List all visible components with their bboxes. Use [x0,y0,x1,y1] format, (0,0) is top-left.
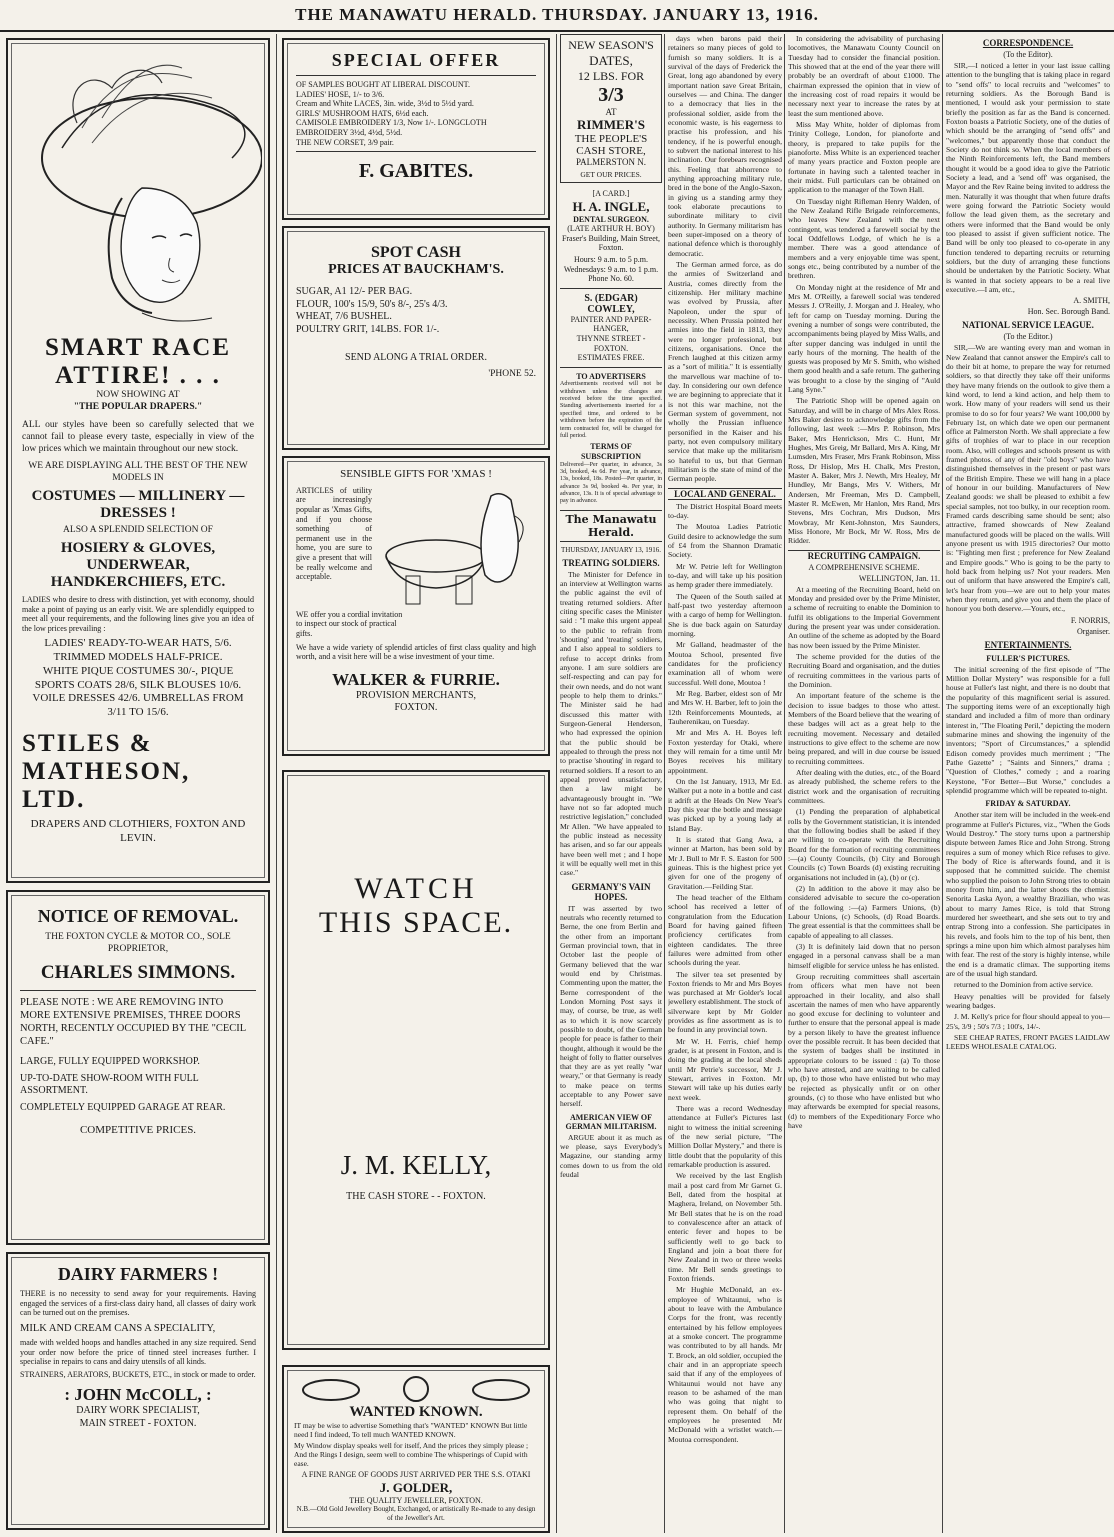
advertisers-title: TO ADVERTISERS [576,371,646,381]
recruiting-para: (2) In addition to the above it may also be considered advisable to secure the co-operation of the following :—(a) Farmers Unions, (b) Labour Unions, (c) Schools, (d) Road Boards. The great essential is that the committees shall be capable of appealing to all classes. [788,883,940,940]
smart-intro: ALL our styles have been so carefully selected that we cannot fail to please every taste, especially in view of the low prices which we maintain throughout our new stock. [22,419,254,454]
local-item: The Queen of the South sailed at half-past two yesterday afternoon with a cargo of hemp for Wellington. She is due back again on Saturday morning. [668,591,782,639]
spot-cash-ad [282,226,550,450]
dairy-name: : JOHN McCOLL, : [64,1385,212,1405]
fullers-head: FULLER'S PICTURES. [986,653,1070,663]
stiles-2: MATHESON, LTD. [22,757,191,813]
dates-l7: THE PEOPLE'S [574,133,648,145]
kelly-name: J. M. KELLY, [340,1150,492,1180]
wanted-title: WANTED KNOWN. [349,1404,483,1420]
spot-title: SPOT CASH [371,244,461,261]
gifts-title: SENSIBLE GIFTS FOR 'XMAS ! [340,468,492,480]
recruiting-para: Group recruiting committees shall ascertain from officers what men have not been approached in their locality, and also shall ascertain the names of men who have apparently no good excuse for declining to volunteer and further to ensure that the personal appeal is made by a person likely to have the greatest influence over the possible recruit. It has been decided that the system of badges shall be instituted in appropriate colours to be issued : (a) To those who have attested, and are waiting to be called up, (b) to those who have enlisted but who may be rejected as physically unfit or on other grounds, (c) to those who have enlisted but who may afterwards be exempted for special reasons, (d) to members of the Expeditionary Force who have [788,971,940,1131]
price-line-4: VOILE DRESSES 42/6. UMBRELLAS FROM 3/11 TO 15/6. [32,692,244,719]
cowley-trade: PAINTER AND PAPER-HANGER, [570,314,652,334]
removal-p3: COMPLETELY EQUIPPED GARAGE AT REAR. [20,1101,226,1113]
walker-furrie: WALKER & FURRIE. [332,669,500,689]
wanted-ad [282,1365,550,1533]
to-editor: (To the Editor.) [1003,332,1053,342]
american-view-head: AMERICAN VIEW OF GERMAN MILITARISM. [565,1112,657,1131]
treating-soldiers-body: The Minister for Defence in an interview at Wellington warns the public against the evil of treating returned soldiers. After citing specific cases the Minister said : "I make this urgent appeal to the public to refrain from 'shouting' and 'treating' soldiers, and I also appeal to soldiers to refuse to accept drinks from anyone. I am sure soldiers are self-respecting and can pay for their own needs, and do not want people to help them to drinks." The Minister said he had discussed this matter with Surgeon-General Henderson, who had expressed the opinion that the public should be appealed to through the press not to practise 'shouting' in regard to returned soldiers. If a resort to an appeal proved unsatisfactory, then a law might be advantageously brought in. "We have not so far adopted much restrictive legislation," concluded Mr Allen. "We have appealed to the public instead as necessity has arisen, and so far our appeals have been well met ; and I hope it will be equally well met in this case." [560,569,662,878]
kelly-store: THE CASH STORE - - FOXTON. [346,1191,486,1202]
local-item: We received by the last English mail a post card from Mr Garnet G. Bell, dated from the hospital at Maghera, Ireland, on November 5th. Mr Bell states that he is on the road to convalescence after an attack of enteric fever and hopes to be sufficiently well to go back to England and join a boat there for New Zealand in two or three weeks time. Mr Bell sends greetings to Foxton friends. [668,1171,782,1283]
dates-l6: RIMMER'S [577,117,645,132]
special-l2: LADIES' HOSE, 1/- to 3/6. [296,89,385,99]
spot-phone: 'PHONE 52. [488,368,536,379]
dates-l10: GET OUR PRICES. [580,170,642,179]
kelly-flour: J. M. Kelly's price for flour should appeal to you—25's, 3/9 ; 50's 7/3 ; 100's, 14/-. [946,1012,1110,1031]
local-item: Mr Galland, headmaster of the Moutoa School, presented five candidates for the proficiency examination all of whom were successful. Well done, Moutoa ! [668,640,782,687]
removal-title: NOTICE OF REMOVAL. [37,906,239,926]
dairy-intro: THERE is no necessity to send away for your requirements. Having engaged the services of a first-class dairy hand, all classes of dairy work can be turned out on the premises. [20,1289,256,1318]
wanted-range: A FINE RANGE OF GOODS JUST ARRIVED PER THE S.S. OTAKI [301,1470,531,1479]
local-item: Mr and Mrs A. H. Boyes left Foxton yesterday for Otaki, where they will remain for a time until Mr Boyes receives his military appointment. [668,728,782,775]
walker-sub: PROVISION MERCHANTS, [355,689,476,701]
dates-l3: 12 LBS. FOR [577,69,645,83]
golder-nb: N.B.—Old Gold Jewellery Bought, Exchanged, or artistically Re-made to any design of the Jeweller's Art. [296,1505,536,1522]
column-3 [560,34,662,1533]
price-line-3: WHITE PIQUE COSTUMES 30/-, PIQUE SPORTS COATS 28/6, SILK BLOUSES 10/6. [34,664,242,691]
spot-i3: WHEAT, 7/6 BUSHEL. [296,311,392,322]
watch-ad [282,770,550,1350]
column-rule [784,34,785,1533]
local-item: The Moutoa Ladies Patriotic Guild desire to acknowledge the sum of £4 from the Shannon Dramatic Society. [668,522,782,560]
price-line-2: TRIMMED MODELS HALF-PRICE. [53,651,223,664]
gifts-ad [282,456,550,756]
golder-sub: THE QUALITY JEWELLER, FOXTON. [349,1495,483,1505]
column-rule [556,34,557,1533]
militarism-p2: The German armed force, as do the armies of Switzerland and Austria, comes directly from the citizenship. Her military machine was evolved by Prussia, after Napoleon, under the spur of necessity. When Prussia pointed her armies into the field in 1813, they were no longer professional, but citizens, organisations. Once the French laughed at this citizen army as a "sort of militia." It is essentially the marvellous war machine of to-day. In considering our own defence we are beginning to appreciate that it is not this war machine, not the German system of government, not wholly the Prussian influence personified in the Kaiser and his party, not even compulsory military service that make up the militarism so hateful to us, but that German militarism is the state of mind of the German people. [668,259,782,484]
removal-ad [6,890,270,1245]
local-item: On the 1st January, 1913, Mr Ed. Walker put a note in a bottle and cast it adrift at the Heads On New Year's Day this year the bottle and message was picked up by a young lady at Island Bay. [668,776,782,833]
dairy-specialist: DAIRY WORK SPECIALIST, [76,1405,200,1417]
stiles-1: STILES & [22,729,153,757]
recruiting-continued: returned to the Dominion from active service. [954,980,1093,990]
special-l4: GIRLS' MUSHROOM HATS, 6½d each. [296,108,429,118]
local-item: Mr Reg. Barber, eldest son of Mr and Mrs W. H. Barber, left to join the 12th Reinforcements Mounteds, at Tauherenikau, on Tuesday. [668,688,782,726]
recruiting-para: After dealing with the duties, etc., of the Board as already published, the scheme refers to the district work and the organisation of recruiting committees. [788,767,940,805]
recruiting-subhead: A COMPREHENSIVE SCHEME. [808,562,920,572]
dates-l2: DATES, [589,53,633,68]
watch-l1: WATCH [354,872,478,905]
card-hours: Hours: 9 a.m. to 5 p.m. Wednesdays: 9 a.m. to 1 p.m. [563,254,659,274]
smart-title-1: SMART RACE [44,334,232,361]
hosiery: HOSIERY & GLOVES, UNDERWEAR, HANDKERCHIEFS, ETC. [50,540,226,590]
spot-i4: POULTRY GRIT, 14LBS. FOR 1/-. [296,323,440,335]
local-item: The District Hospital Board meets to-day. [668,501,782,521]
dairy-ad [6,1252,270,1530]
card-phone: Phone No. 60. [588,274,634,284]
recruiting-dateline: WELLINGTON, Jan. 11. [858,573,940,583]
special-offer-ad [282,38,550,220]
smart-title-2: ATTIRE! . . . [55,362,221,389]
dairy-milk: MILK AND CREAM CANS A SPECIALITY, [20,1322,216,1334]
popular-drapers: "THE POPULAR DRAPERS." [73,401,203,412]
cowley-street: THYNNE STREET - FOXTON. [576,333,646,353]
to-editor: (To the Editor). [1003,50,1053,59]
letter-band: SIR,—I noticed a letter in your last issue calling attention to the bungling that is taking place in regard to "send offs" to local recruits and "welcomes" to returning soldiers. As the Borough Band is mentioned, I would ask your permission to state briefly the position as far as the Band is concerned. Foxton boasts a Patriotic Society, one of the duties of which should be the arranging of "send offs" and "welcomes," but apparently those that conduct the Society do not think so. When the local members of the Ninth Reinforcements left, the Band members thought it would be a good idea to give the Patriotic Society a lead, and a 'send off' was organised, the Mayor and the Rev Raine being invited to address the men. Naturally it was thought that when future drafts were going forward the Patriotic Society would follow the lead given them, as the secretary and others were informed that the Band would be only too pleased to assist if given sufficient notice. The Band will be only too pleased to co-operate in any function tendered to departing recruits or returning soldiers, but the duty of arranging these functions should be undertaken by the Patriotic Society. What is wanted in that society appears to be a real live executive.—I am, etc., [946,61,1110,294]
removal-p4: COMPETITIVE PRICES. [79,1124,197,1137]
local-item: It is stated that Gang Awa, a winner at Marton, has been sold by Mr J. Bull to Mr F. S. Easton for 500 guineas. This is the highest price yet given for one of the progeny of Gravitation.—Feilding Star. [668,834,782,891]
column-rule [664,34,665,1533]
dairy-strainers: STRAINERS, AERATORS, BUCKETS, ETC., in stock or made to order. [20,1369,256,1379]
fullers-weekend: Another star item will be included in the week-end programme at Fuller's Pictures, viz., "When the Gods Would Destroy." The story turns upon a partnership dispute between James Rice and John Strong. Strong requires a sum of money which Rice refuses to give. The body of Rice is afterwards found, and it is supposed that he committed suicide. The chemist who supplied the poison to John Strong tries to obtain money from him, and the latter shoots the chemist. Senorita Laska Ayon, a wealthy Brazilian, who was about to marry James Rice, is told that Strong murdered her sweetheart, and she sets out to try and entrap Strong into a confession. She participates in his revels, and fools him to the top of his bent, then springs a mine upon him which almost paralyses him with fear. The rest of the story is highly intense, while the end is a dramatic climax. The supporting items are of the usual high standard. [946,810,1110,978]
recruiting-para: (3) It is definitely laid down that no person engaged in a personal canvass shall be a man himself eligible for service unless he has enlisted. [788,941,940,970]
column-rule [276,34,277,1533]
local-item: Mr W. H. Ferris, chief hemp grader, is at present in Foxton, and is doing the grading at the local sheds until Mr Petrie's successor, Mr J. Stewart, arrives in Foxton. Mr Stewart will take up his duties early next week. [668,1036,782,1102]
recruiting-continued: Heavy penalties will be provided for falsely wearing badges. [946,991,1110,1010]
golder-name: J. GOLDER, [379,1479,453,1495]
removal-p2: UP-TO-DATE SHOW-ROOM WITH FULL ASSORTMENT. [20,1072,199,1097]
smart-race-ad [6,38,270,883]
cowley-ad [560,293,662,363]
news-item: In considering the advisability of purchasing locomotives, the Manawatu County Council on Tuesday had to consider the financial position. This showed that at the end of the year there will probably be an overdraft of about £1000. The chairman expressed the opinion that in view of the increasing cost of road repairs it would be necessary next year to increase the rates by at least the sum mentioned above. [788,34,940,118]
germany-body: IT was asserted by two neutrals who recently returned to Berne, the one from Berlin and the other from an important German provincial town, that in October last the people of Germany believed that the war would end by Christmas. Commenting upon the matter, the Berne correspondent of the London Morning Post says it may, of course, be true, as well as to which it is now scarcely possible to doubt, of the German people for peace is father to their thought, although it would be the height of folly to flatter ourselves that they are as yet really "war weary," or that Germany is ready to make peace on terms acceptable to any Power save herself. [560,903,662,1109]
local-item: The silver tea set presented by Foxton friends to Mr and Mrs Boyes was purchased at Mr Golder's local jewellery establishment. The stock of silverware kept by Mr Golder provides as fine assortment as is to be found in any provincial town. [668,969,782,1035]
cheap-rates: SEE CHEAP RATES, FRONT PAGES LAIDLAW LEEDS WHOLESALE CATALOG. [946,1032,1110,1052]
subscription-text: Delivered—Per quarter, in advance, 3s 3d, booked, 4s 6d. Per year, in advance, 13s, booked, 18s. Posted—Per quarter, in advance 3s 9d, booked 4s. Per year, in advance, 13s. It is of special advantage to pay in advance. [560,461,662,505]
splendid: ALSO A SPLENDID SELECTION OF [63,525,213,536]
price-line-1: LADIES' READY-TO-WEAR HATS, 5/6. [44,637,232,650]
news-item: Miss May White, holder of diplomas from Trinity College, London, for pianoforte and theory, is prepared to take pupils for the pianoforte. Miss White is an experienced teacher of many years practice and Foxton people are fortunate in having such a talented teacher in their midst. Full particulars can be obtained on application to the manager of the Town Hall. [788,119,940,195]
gabites: F. GABITES. [358,160,474,183]
news-item: On Monday night at the residence of Mr and Mrs M. O'Reilly, a farewell social was tendered Messrs J. O'Reilly, J. Morgan and J. Healey, who left for camp on Tuesday morning. During the evening a number of songs were contributed, the accompaniments being played by Miss Walls, and after supper dancing was indulged in until the early hours of the morning. The health of the guests was proposed by Mr S. Smith, who wished them good health and a safe return. The gathering was brought to a close by the singing of "Auld Lang Syne." [788,282,940,395]
special-l1: OF SAMPLES BOUGHT AT LIBERAL DISCOUNT. [296,80,470,89]
ladies-desire: LADIES who desire to dress with distinction, yet with economy, should make a point of paying us an early visit. We are splendidly equipped to meet all your requirements, and the following lines give you an idea of the low prices prevailing : [22,595,254,633]
issue-date: THURSDAY, JANUARY 13, 1916. [560,545,662,554]
cowley-name: S. (EDGAR) COWLEY, [584,292,638,315]
signature-title: Organiser. [1077,626,1110,636]
friday-saturday-head: FRIDAY & SATURDAY. [985,799,1071,809]
removal-p1: LARGE, FULLY EQUIPPED WORKSHOP. [20,1056,200,1068]
letter-nsl: SIR,—We are wanting every man and woman in New Zealand that cannot answer the Empire's call to do their bit at home, to prepare the way for returned soldiers, so that directly they take off their uniforms they have many friends on the outlook to give them a kind word, to lend a kind action, and help them to work. How many of your readers will send us their promise to do so for four years? We want 100,000 by February 1st, on which date we open our permanent office at Palmerston North. We shall appreciate a few gifts of trophies of war to place in our reception room. Also, will colleges and schools present us with framed photos. of any of their "old boys" who have distinguished themselves in the present or past wars of the British Empire. These we will hang in a place of honour in our building. Manufacturers of New Zealand goods: we shall be pleased to exhibit a few special samples, not too bulky, in our reception room. Framed cards describing same should be sent; also attractive, framed showcards of New Zealand manufactured goods will be placed on the walls. Will anyone present us with 1915 directories? Our motto is: "Fighting men first ; preference for New Zealand and Empire goods." Who is going to be the party to hold back from helping us? Not your readers. Men out of uniform that have answered the Empire's call, let's hear from you—we are out to help your mates when they return, and give you and them the place of honour you both deserve.—Yours, etc., [946,343,1110,614]
local-item: Mr Hughie McDonald, an ex-employee of Whitaunui, who is about to leave with the Ambulance Corps for the front, was recently entertained by his fellow employees at a smoke concert. The programme was contributed to by all hands. Mr T. Brock, an old soldier, occupied the chair and in an appropriate speech said that if any of the employees of Whitaunui would not have any reason to be ashamed of the man who was going that night to represent them. On behalf of the employees he presented Mr McDonald with a wristlet watch.—Moutoa correspondent. [668,1285,782,1444]
militarism-p1: days when barons paid their retainers so many pieces of gold to furnish so many soldiers. It is a survival of the days of Frederick the Great, long ago abandoned by every important nation save Great Britain, ourselves — and China. The danger to a democracy that lies in the professional soldier, aside from the economic waste, is his eagerness to practise his profession, and his tendency, if he is powerful enough, to subvert the national interest to his inclination. Our forebears recognised this. Feeling that abhorrence to anything approaching military rule, bred in the bone of the Anglo-Saxon, in giving us a standing army they took elaborate precautions to subordinate military to civil authority. In Germany militarism has been super-imposed on a theory of national defence which is thoroughly democratic. [668,34,782,258]
gifts-text1: ARTICLES of utility are increasingly popular as 'Xmas Gifts, and if you choose something of permanent use in the home, you are sure to give a present that will be really welcome and acceptable. [296,485,372,582]
wash-set-illustration [376,486,536,606]
hat-woman-illustration [22,48,262,328]
special-title: SPECIAL OFFER [331,50,501,70]
ingle-card [560,189,662,284]
herald-banner: The Manawatu Herald. [560,510,662,542]
cowley-est: ESTIMATES FREE. [577,353,645,363]
correspondence-head: CORRESPONDENCE. [982,38,1074,48]
costumes: COSTUMES — MILLINERY — DRESSES ! [31,488,245,522]
gifts-text2: WE offer you a cordial invitation to inspect our stock of practical gifts. [296,609,403,638]
removal-please: PLEASE NOTE : WE ARE REMOVING INTO MORE EXTENSIVE PREMISES, THREE DOORS NORTH, RECENTLY OCCUPIED BY THE "CECIL CAFE." [20,996,246,1048]
now-showing: NOW SHOWING AT [96,390,180,400]
special-l3: Cream and White LACES, 3in. wide, 3½d to 5½d yard. [296,99,474,109]
local-general-head: LOCAL AND GENERAL. [668,488,782,500]
fullers-body: The initial screening of the first episode of "The Million Dollar Mystery" was responsible for a full house at Fuller's last night, and there is no doubt that the popularity of this magnificent serial is assured. The supporting items were of an exceptionally high standard and included a film of more than ordinary interest in, "The Floating Peril," depicting the modern submarine mines and showing the ingenuity of the inventors; "Sport of Circumstances," a splendid Edison comedy provides much merriment ; "The Pathe Gazette" ; "Saints and Sinners," drama ; "Question of Clothes," comedy ; and a roaring Keystone, "For Better—But Worse," concludes a splendid programme which will be repeated to-night. [946,664,1110,795]
stiles-sub: DRAPERS AND CLOTHIERS, FOXTON AND LEVIN. [30,817,246,844]
spot-i2: FLOUR, 100's 15/9, 50's 8/-, 25's 4/3. [296,298,448,310]
news-item: The Patriotic Shop will be opened again on Saturday, and will be in charge of Mrs Alex Ross. Mrs Baker desires to acknowledge gifts from the following, last week :—Mrs P. Robinson, Mrs Baker, Mrs Henrickson, Mrs C. Hunt, Mr Hughes, Mrs Greig, Mr Ballard, Mrs A. King, Mr Lumsden, Mrs Fraser, Mrs Frank Robinson, Miss Ross, Dr Hislop, Mrs H. Chalk, Mrs Preston, Master A. Baker, Mrs J. Newth, Mrs Healey, Mr Hundley, Mr Bangs, Mrs V. Withers, Mr Andersen, Mr Freeman, Mrs D. Campbell, Master R. McEwen, Mr Hanlon, Mrs Rand, Mrs Stevens, Mrs Cochran, Mrs Dudson, Mrs Mowbray, Mr Kent-Johnston, Mrs Saunders, Miss Honore, Mr Bock, Mr W. Ross, Mrs de Ridder. [788,396,940,546]
local-item: There was a record Wednesday attendance at Fuller's Pictures last night to witness the initial screening of the new serial picture, "The Million Dollar Mystery," and there is little doubt that the popularity of this remarkable production is assured. [668,1104,782,1170]
column-rule [942,34,943,1533]
card-name: H. A. INGLE, [572,198,650,214]
treating-soldiers-head: TREATING SOLDIERS. [562,557,660,568]
masthead: THE MANAWATU HERALD. THURSDAY. JANUARY 13, 1916. [0,0,1114,32]
wanted-verse2: My Window display speaks well for itself, And the prices they simply please ; And the Rings I design, seem well to combine The whisperings of Cupid with ease. [294,1441,529,1468]
news-item: On Tuesday night Rifleman Henry Walden, of the New Zealand Rifle Brigade reinforcements, who leaves New Zealand with the next contingent, was tendered a farewell social by the local Oddfellows Lodge, of which he is a member. There was a good attendance of members and a very enjoyable time was spent, songs etc., being contributed by a number of the brethren. [788,196,940,281]
dates-l8: CASH STORE, [576,145,646,157]
signature-title: Hon. Sec. Borough Band. [1027,307,1110,317]
dates-ad [560,34,662,183]
recruiting-head: RECRUITING CAMPAIGN. [788,550,940,561]
recruiting-para: (1) Pending the preparation of alphabetical rolls by the Government statistician, it is intended that the following bodies shall be asked if they are willing to co-operate with the Recruiting Board for the formation of recruiting committees :—(a) County Councils, (b) City and Borough Councils (c) Town Boards (d) existing recruiting organisations not included in (a), (b) or (c). [788,807,940,882]
dates-l9: PALMERSTON N. [575,157,647,167]
subscription-title: TERMS OF SUBSCRIPTION [580,442,641,461]
american-view-body: ARGUE about it as much as we please, says Everybody's Magazine, our standing army comes down to us from the old feudal [560,1132,662,1180]
local-item: Mr W. Petrie left for Wellington to-day, and will take up his position as hemp grader there immediately. [668,561,782,590]
walker-town: FOXTON. [394,702,438,714]
germany-head: GERMANY'S VAIN HOPES. [571,881,651,902]
wanted-verse1: IT may be wise to advertise Something that's "WANTED" KNOWN But little need I find indeed, To tell much WANTED KNOWN. [294,1421,528,1439]
dates-l5: AT [605,107,617,117]
special-l5: CAMISOLE EMBROIDERY 1/3, Now 1/-. LONGCLOTH EMBROIDERY 3½d, 4½d, 5½d. [296,118,487,137]
recruiting-para: An important feature of the scheme is the decision to issue badges to those who attest. Members of the Board believe that the wearing of these badges will act as a great help to the recruiting movement. Necessary and detailed instructions to give effect to the scheme are now being prepared, and will in due course be issued to recruiting committees. [788,691,940,766]
removal-name: CHARLES SIMMONS. [40,961,236,983]
dates-l1: NEW SEASON'S [568,38,654,52]
spot-title2: PRICES AT BAUCKHAM'S. [328,262,504,277]
card-late: (LATE ARTHUR H. BOY) [567,224,655,234]
recruiting-para: The scheme provided for the duties of the Recruiting Board and organisation, and the duties of recruiting committees in the various parts of the Dominion. [788,652,940,689]
removal-company: THE FOXTON CYCLE & MOTOR CO., SOLE PROPRIETOR, [45,932,231,954]
dairy-street: MAIN STREET - FOXTON. [79,1417,197,1429]
signature: A. SMITH, [1073,296,1110,306]
entertainments-head: ENTERTAINMENTS. [984,639,1072,650]
column-5 [788,34,940,1533]
spot-i1: SUGAR, A1 12/- PER BAG. [296,286,413,297]
card-addr: Fraser's Building, Main Street, Foxton. [561,233,661,253]
nsl-head: NATIONAL SERVICE LEAGUE. [962,320,1094,331]
card-title: DENTAL SURGEON. [573,214,649,224]
rings-watch-illustration [296,1374,536,1404]
dairy-title: DAIRY FARMERS ! [57,1264,219,1284]
special-l6: THE NEW CORSET, 3/9 pair. [296,137,394,147]
card-label: [A CARD.] [592,189,630,198]
watch-l2: THIS SPACE. [318,906,514,939]
dairy-made: made with welded hoops and handles attached in any size required. Send your order now before the price of tinned steel increases further. I specialise in repairs to cans and dairy utensils of all kinds. [20,1337,256,1367]
column-4 [668,34,782,1533]
advertisers-text: Advertisements received will not be withdrawn unless the changes are received before the time specified. Standing advertisements inserted for a specified time, and ordered to be withdrawn before the expiration of the term contracted for, will be charged for full period. [560,381,662,439]
recruiting-para: At a meeting of the Recruiting Board, held on Monday and presided over by the Prime Minister, a scheme of recruiting to enable the Dominion to fulfil its obligations to the Imperial Government during the present year was under consideration. An outline of the scheme as adopted by the Board has now been issued by the Prime Minister. [788,584,940,650]
gifts-text3: We have a wide variety of splendid articles of first class quality and high worth, and a visit here will be a wise investment of your time. [296,642,536,662]
dates-l4: 3/3 [598,84,624,106]
local-item: The head teacher of the Eltham school has received a letter of congratulation from the Education Board for having gained fifteen proficiency certificates from eighteen candidates. The three failures were admitted from other schools during the year. [668,892,782,968]
signature: F. NORRIS, [1070,615,1110,625]
spot-trial: SEND ALONG A TRIAL ORDER. [345,352,487,363]
displaying: WE ARE DISPLAYING ALL THE BEST OF THE NEW MODELS IN [28,461,248,484]
column-6 [946,34,1110,1533]
